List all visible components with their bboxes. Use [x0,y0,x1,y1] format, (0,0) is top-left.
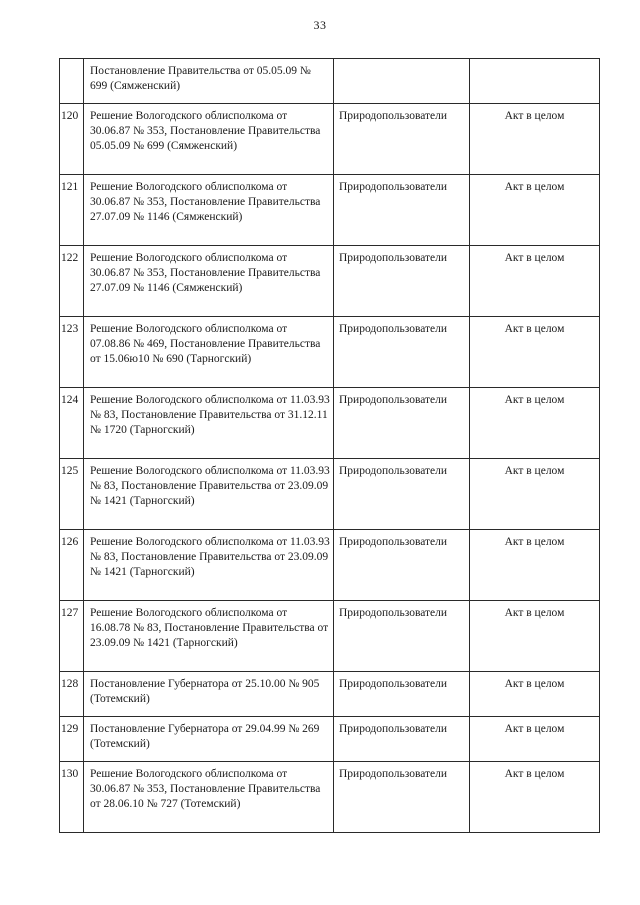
scope-cell: Акт в целом [470,601,600,672]
table-row [60,246,600,317]
table-row [60,175,600,246]
subject-cell: Природопользователи [334,717,470,762]
row-number: 128 [60,672,84,717]
subject-cell: Природопользователи [334,246,470,317]
row-number: 123 [60,317,84,388]
scope-cell: Акт в целом [470,246,600,317]
subject-cell: Природопользователи [334,459,470,530]
table-row [60,388,600,459]
row-number: 129 [60,717,84,762]
scope-cell: Акт в целом [470,762,600,833]
subject-cell: Природопользователи [334,175,470,246]
document-cell: Решение Вологодского облисполкома от 30.06.87 № 353, Постановление Правительства 27.07.09 № 1146 (Сямженский) [84,246,334,317]
subject-cell: Природопользователи [334,530,470,601]
table-row [60,530,600,601]
subject-cell: Природопользователи [334,317,470,388]
document-cell: Решение Вологодского облисполкома от 30.06.87 № 353, Постановление Правительства 05.05.09 № 699 (Сямженский) [84,104,334,175]
scope-cell: Акт в целом [470,459,600,530]
table-row [60,459,600,530]
scope-cell: Акт в целом [470,104,600,175]
scope-cell: Акт в целом [470,717,600,762]
row-number: 124 [60,388,84,459]
document-cell: Решение Вологодского облисполкома от 30.06.87 № 353, Постановление Правительства 27.07.09 № 1146 (Сямженский) [84,175,334,246]
document-cell: Решение Вологодского облисполкома от 16.08.78 № 83, Постановление Правительства от 23.09.09 № 1421 (Тарногский) [84,601,334,672]
row-number: 126 [60,530,84,601]
scope-cell: Акт в целом [470,175,600,246]
document-cell: Решение Вологодского облисполкома от 11.03.93 № 83, Постановление Правительства от 31.12.11 № 1720 (Тарногский) [84,388,334,459]
table-row [60,601,600,672]
document-cell: Решение Вологодского облисполкома от 30.06.87 № 353, Постановление Правительства от 28.06.10 № 727 (Тотемский) [84,762,334,833]
document-cell: Постановление Губернатора от 25.10.00 № 905 (Тотемский) [84,672,334,717]
page-number: 33 [313,18,327,32]
document-cell: Постановление Правительства от 05.05.09 № 699 (Сямженский) [84,59,334,104]
row-number: 127 [60,601,84,672]
subject-cell: Природопользователи [334,601,470,672]
table-row [60,717,600,762]
row-number: 130 [60,762,84,833]
table-row [60,762,600,833]
row-number: 121 [60,175,84,246]
scope-cell: Акт в целом [470,530,600,601]
subject-cell [334,59,470,104]
scope-cell: Акт в целом [470,672,600,717]
table-row [60,672,600,717]
row-number: 122 [60,246,84,317]
document-cell: Решение Вологодского облисполкома от 07.08.86 № 469, Постановление Правительства от 15.06ю10 № 690 (Тарногский) [84,317,334,388]
subject-cell: Природопользователи [334,672,470,717]
row-number: 120 [60,104,84,175]
scope-cell [470,59,600,104]
subject-cell: Природопользователи [334,104,470,175]
row-number [60,59,84,104]
scope-cell: Акт в целом [470,317,600,388]
subject-cell: Природопользователи [334,762,470,833]
row-number: 125 [60,459,84,530]
table-row [60,104,600,175]
document-cell: Постановление Губернатора от 29.04.99 № 269 (Тотемский) [84,717,334,762]
table-row [60,317,600,388]
subject-cell: Природопользователи [334,388,470,459]
document-cell: Решение Вологодского облисполкома от 11.03.93 № 83, Постановление Правительства от 23.09.09 № 1421 (Тарногский) [84,530,334,601]
scope-cell: Акт в целом [470,388,600,459]
table-row [60,59,600,104]
registry-table [59,58,600,833]
document-cell: Решение Вологодского облисполкома от 11.03.93 № 83, Постановление Правительства от 23.09.09 № 1421 (Тарногский) [84,459,334,530]
